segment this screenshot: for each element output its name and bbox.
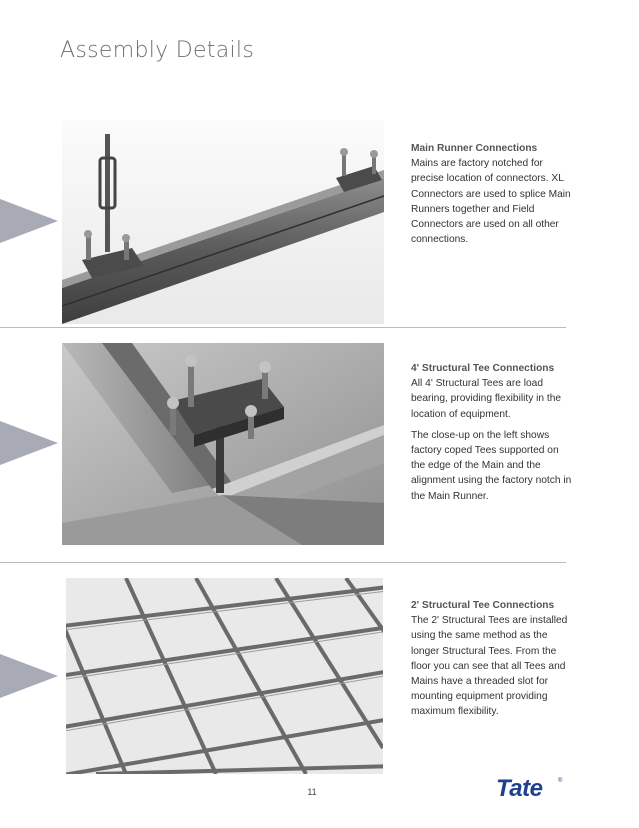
- section-arrow-marker: [0, 654, 58, 698]
- section-arrow-marker: [0, 199, 58, 243]
- section-heading: 4' Structural Tee Connections: [411, 363, 555, 374]
- section-heading: 2' Structural Tee Connections: [411, 600, 555, 611]
- page-title: Assembly Details: [60, 38, 255, 63]
- ceiling-grid-photo: [66, 578, 383, 774]
- structural-tee-photo: [62, 343, 384, 545]
- section-divider: [0, 562, 566, 563]
- svg-text:Tate: Tate: [496, 775, 543, 800]
- svg-text:®: ®: [558, 778, 563, 784]
- main-runner-photo: [62, 120, 384, 324]
- section-paragraph: The 2' Structural Tees are installed using the same method as the longer Structural Tees. From the floor you can see that all Tees and Mains have a threaded slot for mounting equipment providing maximum flexibility.: [411, 615, 568, 718]
- main-runner-caption: [411, 141, 573, 253]
- section-paragraph: The close-up on the left shows factory coped Tees supported on the edge of the Main and the alignment using the factory notch in the Main Runner.: [411, 429, 572, 502]
- page-number: 11: [307, 787, 317, 797]
- four-foot-tee-caption: [411, 361, 573, 510]
- section-divider: [0, 327, 566, 328]
- section-arrow-marker: [0, 421, 58, 465]
- section-paragraph: Mains are factory notched for precise location of connectors. XL Connectors are used to splice Main Runners together and Field Connectors are used on all other connections.: [411, 158, 571, 246]
- section-paragraph: All 4' Structural Tees are load bearing, providing flexibility in the location of equipment.: [411, 378, 562, 420]
- tate-logo: [494, 774, 566, 800]
- section-heading: Main Runner Connections: [411, 143, 538, 154]
- two-foot-tee-caption: [411, 598, 573, 726]
